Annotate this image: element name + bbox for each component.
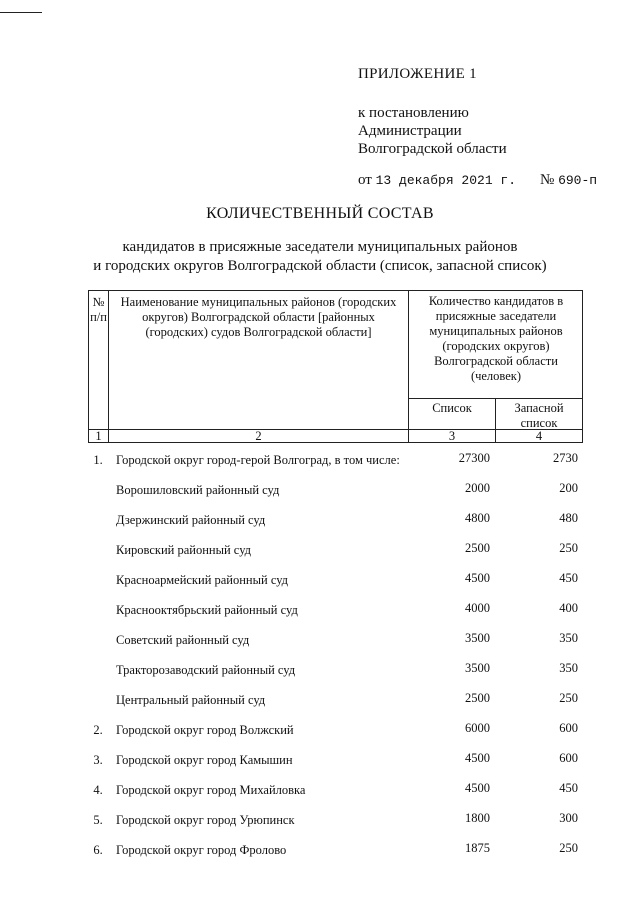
row-name: Красноармейский районный суд — [116, 573, 289, 587]
table-row — [0, 683, 640, 713]
resolution-date — [358, 172, 516, 189]
row-name: Городской округ город Фролово — [116, 843, 287, 857]
row-reserve-count: 2730 — [553, 451, 578, 465]
row-name: Центральный районный суд — [116, 693, 266, 707]
row-number: 5. — [93, 813, 103, 827]
row-number: 1. — [93, 453, 103, 467]
annex-heading: ПРИЛОЖЕНИЕ 1 — [358, 66, 477, 82]
resolution-line: Волгоградской области — [358, 141, 507, 157]
row-name: Городской округ город Михайловка — [116, 783, 306, 797]
row-reserve-count: 600 — [559, 751, 578, 765]
table-row — [0, 803, 640, 833]
row-name: Советский районный суд — [116, 633, 250, 647]
resolution-reference — [358, 104, 507, 158]
table-row — [0, 443, 640, 473]
header-count: Количество кандидатов в присяжные заседатели муниципальных районов (городских округов) Волгоградской области (человек) — [428, 294, 564, 383]
row-list-count: 27300 — [458, 451, 490, 465]
header-col-divider — [408, 290, 409, 443]
col-number: 1 — [95, 429, 102, 443]
number-value: 690-п — [558, 173, 598, 188]
header-name: Наименование муниципальных районов (городских округов) Волгоградской области [районных (городских) судов Волгоградской области] — [120, 295, 397, 339]
resolution-line: к постановлению — [358, 105, 469, 121]
row-list-count: 4500 — [465, 571, 490, 585]
row-number: 6. — [93, 843, 103, 857]
table-body — [0, 443, 640, 863]
row-reserve-count: 600 — [559, 721, 578, 735]
row-list-count: 2000 — [465, 481, 490, 495]
number-sign: № — [540, 172, 555, 188]
header-num: № п/п — [90, 295, 107, 324]
row-reserve-count: 350 — [559, 631, 578, 645]
table-row — [0, 623, 640, 653]
row-reserve-count: 480 — [559, 511, 578, 525]
row-list-count: 3500 — [465, 661, 490, 675]
row-reserve-count: 250 — [559, 691, 578, 705]
date-prefix: от — [358, 172, 372, 188]
subtitle-line: и городских округов Волгоградской области (список, запасной список) — [93, 258, 547, 274]
header-col-divider — [108, 290, 109, 443]
col-number: 4 — [535, 429, 543, 443]
row-list-count: 2500 — [465, 691, 490, 705]
header-reserve: Запасной список — [514, 401, 564, 430]
row-list-count: 1800 — [465, 811, 490, 825]
row-name: Ворошиловский районный суд — [116, 483, 280, 497]
row-list-count: 6000 — [465, 721, 490, 735]
row-number: 2. — [93, 723, 103, 737]
row-reserve-count: 350 — [559, 661, 578, 675]
col-number: 2 — [255, 429, 262, 443]
table-row — [0, 773, 640, 803]
corner-rule — [0, 12, 42, 13]
document-subtitle — [0, 238, 640, 276]
table-row — [0, 563, 640, 593]
header-list: Список — [432, 401, 472, 415]
row-name: Дзержинский районный суд — [116, 513, 266, 527]
table-header — [88, 290, 583, 442]
row-reserve-count: 450 — [559, 781, 578, 795]
row-list-count: 2500 — [465, 541, 490, 555]
row-reserve-count: 200 — [559, 481, 578, 495]
row-name: Городской округ город Волжский — [116, 723, 294, 737]
table-row — [0, 473, 640, 503]
row-list-count: 4800 — [465, 511, 490, 525]
row-reserve-count: 450 — [559, 571, 578, 585]
row-list-count: 4500 — [465, 781, 490, 795]
col-number: 3 — [448, 429, 456, 443]
row-reserve-count: 400 — [559, 601, 578, 615]
table-row — [0, 533, 640, 563]
row-reserve-count: 250 — [559, 841, 578, 855]
row-reserve-count: 250 — [559, 541, 578, 555]
header-border-right — [582, 290, 583, 443]
row-name: Тракторозаводский районный суд — [116, 663, 296, 677]
row-name: Городской округ город Урюпинск — [116, 813, 295, 827]
row-list-count: 3500 — [465, 631, 490, 645]
document-title: КОЛИЧЕСТВЕННЫЙ СОСТАВ — [206, 205, 434, 222]
subtitle-line: кандидатов в присяжные заседатели муниципальных районов — [122, 239, 518, 255]
row-name: Кировский районный суд — [116, 543, 252, 557]
table-row — [0, 653, 640, 683]
table-row — [0, 503, 640, 533]
row-number: 3. — [93, 753, 103, 767]
table-row — [0, 833, 640, 863]
row-name: Городской округ город Камышин — [116, 753, 293, 767]
resolution-line: Администрации — [358, 123, 462, 139]
row-list-count: 4500 — [465, 751, 490, 765]
row-name: Городской округ город-герой Волгоград, в том числе: — [116, 453, 400, 467]
row-list-count: 4000 — [465, 601, 490, 615]
row-list-count: 1875 — [465, 841, 490, 855]
date-value: 13 декабря 2021 г. — [375, 173, 517, 188]
resolution-number — [540, 172, 597, 189]
table-row — [0, 593, 640, 623]
row-name: Краснооктябрьский районный суд — [116, 603, 298, 617]
row-reserve-count: 300 — [559, 811, 578, 825]
row-number: 4. — [93, 783, 103, 797]
header-border-top — [88, 290, 583, 291]
table-row — [0, 743, 640, 773]
table-row — [0, 713, 640, 743]
